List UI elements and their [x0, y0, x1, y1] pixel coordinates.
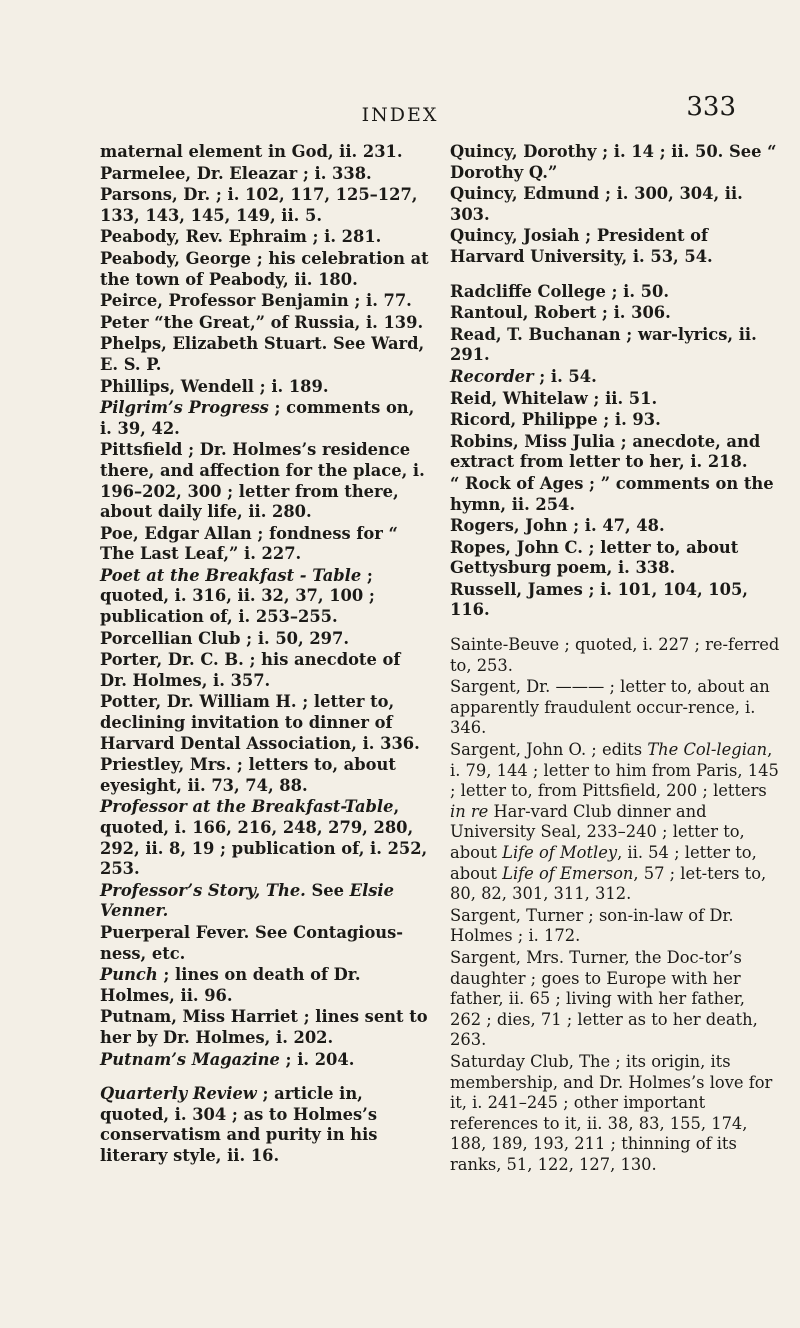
index-entry-text: maternal element in God, ii. 231.: [100, 142, 403, 161]
index-entry-text: , 57 ; let-ters to, 80, 82, 301, 311, 312.: [450, 863, 767, 904]
index-entry-text: Puerperal Fever. See Contagious-ness, etc.: [100, 922, 404, 963]
page-number: 333: [686, 92, 736, 122]
index-entry-text: ; lines on death of Dr. Holmes, ii. 96.: [100, 965, 361, 1005]
index-entry: [100, 797, 430, 879]
index-entry: [100, 923, 430, 964]
index-entry-text: , quoted, i. 166, 216, 248, 279, 280, 292, ii. 8, 19 ; publication of, i. 252, 253.: [100, 797, 428, 879]
index-entry: [100, 692, 430, 754]
index-entry-text: Sainte-Beuve ; quoted, i. 227 ; re-ferred to, 253.: [450, 635, 780, 675]
index-entry: [100, 249, 430, 290]
index-entry: [450, 226, 780, 267]
index-entry-text: Phelps, Elizabeth Stuart. See Ward, E. S. P.: [100, 334, 425, 374]
index-entry-text: Priestley, Mrs. ; letters to, about eyesight, ii. 73, 74, 88.: [100, 755, 396, 795]
index-entry: [450, 184, 780, 225]
index-entry: [450, 303, 780, 324]
index-entry-text: See: [305, 880, 350, 900]
index-entry: [100, 291, 430, 312]
index-entry: [450, 389, 780, 410]
index-entry: [100, 650, 430, 691]
index-entry: [450, 677, 780, 739]
index-entry-text: Quincy, Dorothy ; i. 14 ; ii. 50. See “ Dorothy Q.”: [450, 142, 777, 182]
index-entry-text: “ Rock of Ages ; ” comments on the hymn, ii. 254.: [450, 473, 774, 514]
index-entry-text: Punch: [100, 965, 158, 985]
index-entry-text: in re: [450, 801, 489, 821]
index-entry-text: Professor’s Story, The.: [100, 880, 306, 900]
index-entry-text: Pilgrim’s Progress: [100, 398, 269, 418]
index-entry: [450, 1052, 780, 1176]
index-entry-text: Parsons, Dr. ; i. 102, 117, 125–127, 133, 143, 145, 149, ii. 5.: [100, 185, 418, 225]
index-entry-text: Robins, Miss Julia ; anecdote, and extract from letter to her, i. 218.: [450, 431, 761, 472]
index-entry-text: ; i. 204.: [279, 1049, 355, 1069]
index-entry-text: Rogers, John ; i. 47, 48.: [450, 516, 665, 536]
index-entry: [100, 227, 430, 248]
index-entry: [450, 580, 780, 621]
index-entry: [450, 410, 780, 431]
index-entry-text: Life of Emerson: [502, 863, 634, 883]
index-entry: [450, 516, 780, 537]
index-entry-text: Har-vard Club dinner and University Seal, 233–240 ; letter to, about: [450, 801, 745, 862]
index-entry-text: Life of Motley: [502, 843, 618, 862]
index-entry-text: Professor at the Breakfast-Table: [100, 797, 394, 817]
index-entry-text: Reid, Whitelaw ; ii. 51.: [450, 388, 658, 408]
running-head: INDEX: [361, 104, 439, 126]
index-entry-text: Ropes, John C. ; letter to, about Gettysburg poem, i. 338.: [450, 537, 739, 578]
index-entry-text: Quincy, Edmund ; i. 300, 304, ii. 303.: [450, 184, 743, 224]
index-entry: [100, 524, 430, 565]
index-entry: [100, 377, 430, 398]
index-entry-text: Porcellian Club ; i. 50, 297.: [100, 628, 350, 648]
index-entry: [450, 474, 780, 515]
index-entry: [450, 432, 780, 473]
index-entry: [100, 1084, 430, 1166]
index-entry-text: ; i. 54.: [533, 366, 597, 386]
index-entry: [100, 313, 430, 334]
right-column: [450, 142, 780, 1177]
index-entry-text: ; article in, quoted, i. 304 ; as to Holmes’s conservatism and purity in his literary style, ii. 16.: [100, 1084, 378, 1165]
index-entry: [100, 1050, 430, 1071]
index-entry-text: Read, T. Buchanan ; war-lyrics, ii. 291.: [450, 324, 757, 365]
index-entry: [450, 325, 780, 366]
index-entry-text: Parmelee, Dr. Eleazar ; i. 338.: [100, 163, 372, 183]
index-entry: [100, 398, 430, 439]
index-entry-text: Poet at the Breakfast - Table: [100, 565, 362, 585]
index-entry-text: Rantoul, Robert ; i. 306.: [450, 303, 671, 323]
index-entry: [450, 948, 780, 1051]
index-entry-text: Quarterly Review: [100, 1084, 257, 1104]
index-entry: [450, 282, 780, 303]
index-entry: [100, 164, 430, 185]
index-entry-text: Sargent, Mrs. Turner, the Doc-tor’s daughter ; goes to Europe with her father, ii. 65 ; living with her father, 262 ; dies, 71 ; letter as to her death, 263.: [450, 947, 758, 1050]
index-entry: [100, 881, 430, 922]
index-entry-text: ; quoted, i. 316, ii. 32, 37, 100 ; publication of, i. 253–255.: [100, 565, 375, 627]
index-entry: [100, 185, 430, 226]
index-entry-text: Sargent, Dr. ——— ; letter to, about an apparently fraudulent occur-rence, i. 346.: [450, 677, 770, 738]
index-entry: [100, 629, 430, 650]
index-entry-text: , i. 79, 144 ; letter to him from Paris, 145 ; letter to, from Pittsfield, 200 ; letters: [450, 740, 779, 801]
index-entry-text: Russell, James ; i. 101, 104, 105, 116.: [450, 579, 748, 620]
index-entry-text: Saturday Club, The ; its origin, its membership, and Dr. Holmes’s love for it, i. 241–245 ; other important references to it, ii. 38, 83, 155, 174, 188, 189, 193, 211 ; thinning of its ranks, 51, 122, 127, 130.: [450, 1051, 773, 1174]
index-entry-text: Potter, Dr. William H. ; letter to, declining invitation to dinner of Harvard Dental Association, i. 336.: [100, 692, 420, 753]
index-entry: [450, 142, 780, 183]
index-entry-text: Porter, Dr. C. B. ; his anecdote of Dr. Holmes, i. 357.: [100, 650, 401, 690]
index-entry: [100, 334, 430, 375]
index-entry: [100, 965, 430, 1006]
index-entry: [450, 367, 780, 388]
index-entry: [450, 538, 780, 579]
index-entry-text: Pittsfield ; Dr. Holmes’s residence there, and affection for the place, i. 196–202, 300 ; letter from there, about daily life, ii. 280.: [100, 440, 425, 522]
index-entry-text: Peirce, Professor Benjamin ; i. 77.: [100, 291, 412, 311]
index-entry: [450, 740, 780, 905]
index-entry: [450, 906, 780, 947]
index-entry-text: Sargent, Turner ; son-in-law of Dr. Holmes ; i. 172.: [450, 905, 734, 946]
index-entry-text: Peabody, Rev. Ephraim ; i. 281.: [100, 227, 382, 247]
index-entry-text: Putnam, Miss Harriet ; lines sent to her by Dr. Holmes, i. 202.: [100, 1007, 428, 1047]
index-entry: [100, 440, 430, 522]
index-entry-text: Elsie Venner.: [100, 880, 394, 921]
index-entry-text: Recorder: [450, 366, 534, 386]
index-entry: [450, 635, 780, 676]
index-entry-text: Putnam’s Magazine: [100, 1049, 280, 1069]
index-entry-text: Ricord, Philippe ; i. 93.: [450, 410, 661, 430]
left-column: [100, 142, 430, 1168]
index-entry-text: The Col-legian: [647, 740, 768, 760]
index-entry-text: , ii. 54 ; letter to, about: [450, 843, 757, 883]
index-entry-text: ; comments on, i. 39, 42.: [100, 398, 415, 438]
index-entry-text: Peabody, George ; his celebration at the town of Peabody, ii. 180.: [100, 248, 429, 289]
index-entry-text: Poe, Edgar Allan ; fondness for “ The Last Leaf,” i. 227.: [100, 523, 398, 564]
index-entry: [100, 755, 430, 796]
index-entry-text: Radcliffe College ; i. 50.: [450, 281, 669, 301]
index-entry: [100, 566, 430, 628]
index-entry-text: Phillips, Wendell ; i. 189.: [100, 376, 329, 396]
index-entry: [100, 142, 430, 163]
index-entry-text: Peter “the Great,” of Russia, i. 139.: [100, 312, 424, 332]
index-entry-text: Quincy, Josiah ; President of Harvard University, i. 53, 54.: [450, 226, 713, 266]
index-entry: [100, 1007, 430, 1048]
index-entry-text: Sargent, John O. ; edits: [450, 740, 648, 760]
